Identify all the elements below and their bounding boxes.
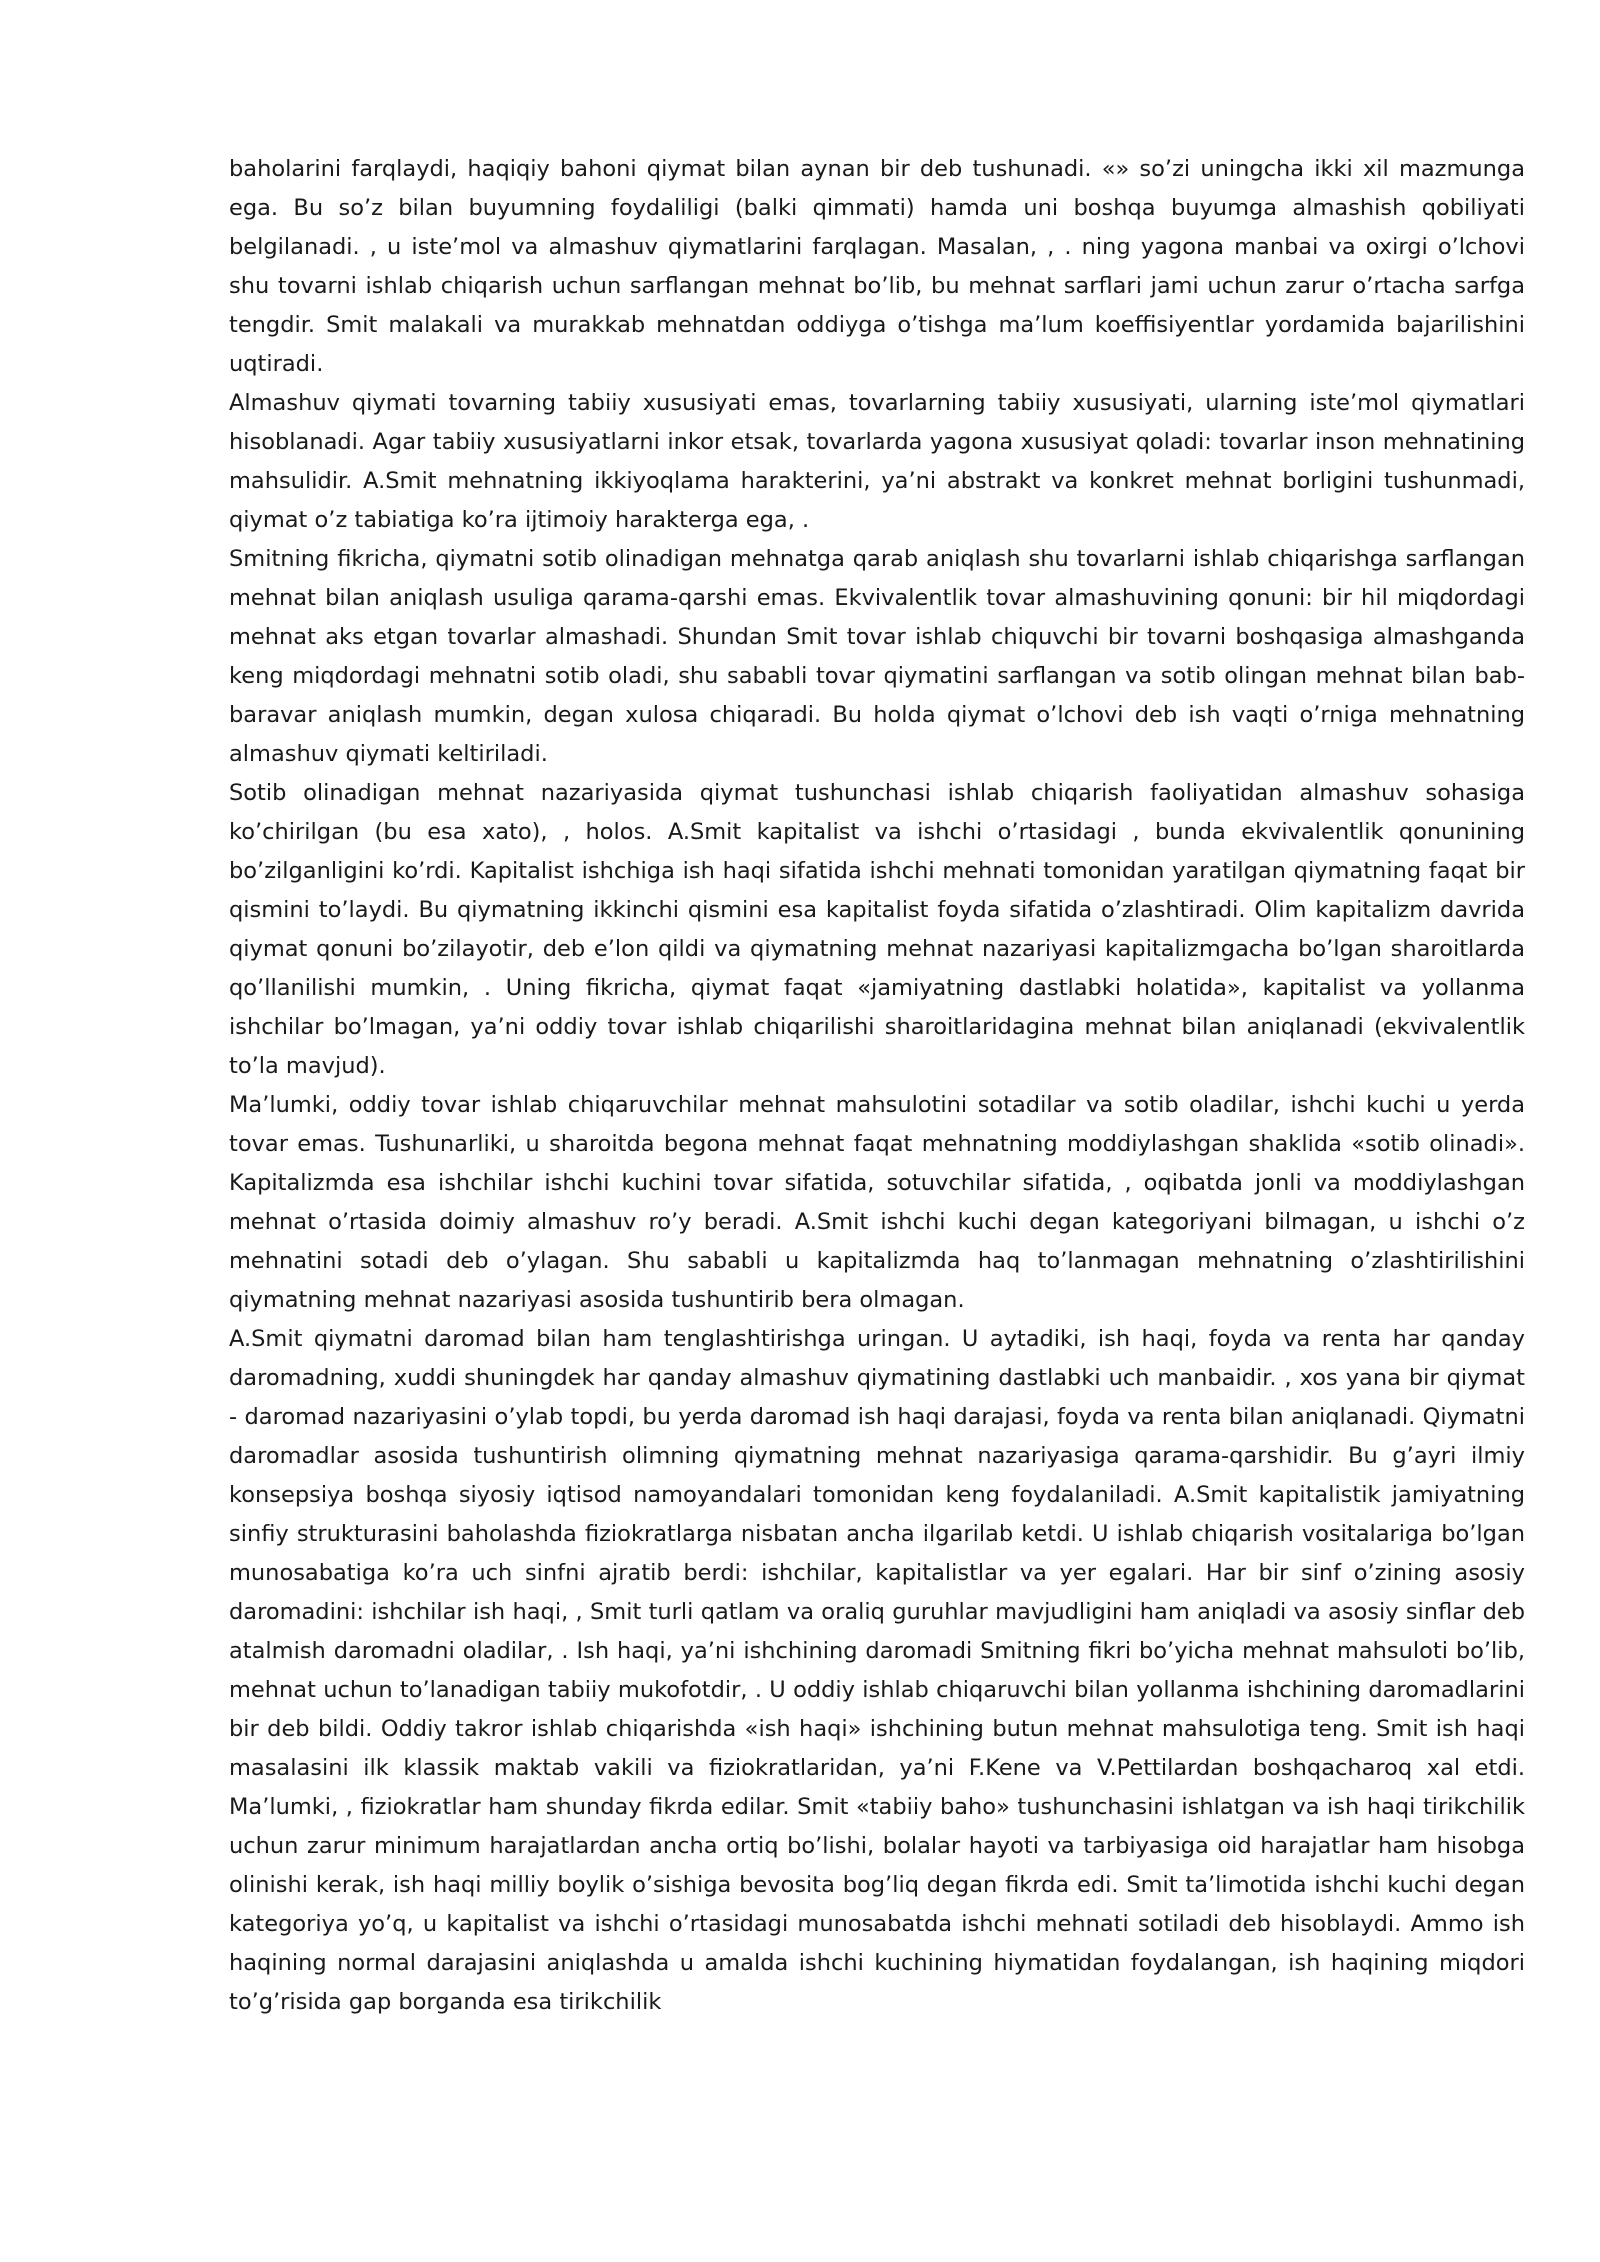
paragraph-5: Ma’lumki, oddiy tovar ishlab chiqaruvchilar mehnat mahsulotini sotadilar va sotib oladilar, ishchi kuchi u yerda tovar emas. Tushunarliki, u sharoitda begona mehnat faqat mehnatning moddiylashgan shaklida «sotib olinadi». Kapitalizmda esa ishchilar ishchi kuchini tovar sifatida, sotuvchilar sifatida, , oqibatda jonli va moddiylashgan mehnat o’rtasida doimiy almashuv ro’y beradi. A.Smit ishchi kuchi degan kategoriyani bilmagan, u ishchi o’z mehnatini sotadi deb o’ylagan. Shu sababli u kapitalizmda haq to’lanmagan mehnatning o’zlashtirilishini qiymatning mehnat nazariyasi asosida tushuntirib bera olmagan.: [229, 1092, 1525, 1313]
paragraph-6: A.Smit qiymatni daromad bilan ham tenglashtirishga uringan. U aytadiki, ish haqi, foyda va renta har qanday daromadning, xuddi shuningdek har qanday almashuv qiymatining dastlabki uch manbaidir. , xos yana bir qiymat - daromad nazariyasini o’ylab topdi, bu yerda daromad ish haqi darajasi, foyda va renta bilan aniqlanadi. Qiymatni daromadlar asosida tushuntirish olimning qiymatning mehnat nazariyasiga qarama-qarshidir. Bu g’ayri ilmiy konsepsiya boshqa siyosiy iqtisod namoyandalari tomonidan keng foydalaniladi. A.Smit kapitalistik jamiyatning sinfiy strukturasini baholashda fiziokratlarga nisbatan ancha ilgarilab ketdi. U ishlab chiqarish vositalariga bo’lgan munosabatiga ko’ra uch sinfni ajratib berdi: ishchilar, kapitalistlar va yer egalari. Har bir sinf o’zining asosiy daromadini: ishchilar ish haqi, , Smit turli qatlam va oraliq guruhlar mavjudligini ham aniqladi va asosiy sinflar deb atalmish daromadni oladilar, . Ish haqi, ya’ni ishchining daromadi Smitning fikri bo’yicha mehnat mahsuloti bo’lib, mehnat uchun to’lanadigan tabiiy mukofotdir, . U oddiy ishlab chiqaruvchi bilan yollanma ishchining daromadlarini bir deb bildi. Oddiy takror ishlab chiqarishda «ish haqi» ishchining butun mehnat mahsulotiga teng. Smit ish haqi masalasini ilk klassik maktab vakili va fiziokratlaridan, ya’ni F.Kene va V.Pettilardan boshqacharoq xal etdi. Ma’lumki, , fiziokratlar ham shunday fikrda edilar. Smit «tabiiy baho» tushunchasini ishlatgan va ish haqi tirikchilik uchun zarur minimum harajatlardan ancha ortiq bo’lishi, bolalar hayoti va tarbiyasiga oid harajatlar ham hisobga olinishi kerak, ish haqi milliy boylik o’sishiga bevosita bog’liq degan fikrda edi. Smit ta’limotida ishchi kuchi degan kategoriya yo’q, u kapitalist va ishchi o’rtasidagi munosabatda ishchi mehnati sotiladi deb hisoblaydi. Ammo ish haqining normal darajasini aniqlashda u amalda ishchi kuchining hiymatidan foydalangan, ish haqining miqdori to’g’risida gap borganda esa tirikchilik: [229, 1326, 1525, 2015]
document-body: [229, 150, 1525, 2022]
paragraph-1: baholarini farqlaydi, haqiqiy bahoni qiymat bilan aynan bir deb tushunadi. «» so’zi uningcha ikki xil mazmunga ega. Bu so’z bilan buyumning foydaliligi (balki qimmati) hamda uni boshqa buyumga almashish qobiliyati belgilanadi. , u iste’mol va almashuv qiymatlarini farqlagan. Masalan, , . ning yagona manbai va oxirgi o’lchovi shu tovarni ishlab chiqarish uchun sarflangan mehnat bo’lib, bu mehnat sarflari jami uchun zarur o’rtacha sarfga tengdir. Smit malakali va murakkab mehnatdan oddiyga o’tishga ma’lum koeffisiyentlar yordamida bajarilishini uqtiradi.: [229, 156, 1525, 377]
paragraph-3: Smitning fikricha, qiymatni sotib olinadigan mehnatga qarab aniqlash shu tovarlarni ishlab chiqarishga sarflangan mehnat bilan aniqlash usuliga qarama-qarshi emas. Ekvivalentlik tovar almashuvining qonuni: bir hil miqdordagi mehnat aks etgan tovarlar almashadi. Shundan Smit tovar ishlab chiquvchi bir tovarni boshqasiga almashganda keng miqdordagi mehnatni sotib oladi, shu sababli tovar qiymatini sarflangan va sotib olingan mehnat bilan bab-baravar aniqlash mumkin, degan xulosa chiqaradi. Bu holda qiymat o’lchovi deb ish vaqti o’rniga mehnatning almashuv qiymati keltiriladi.: [229, 546, 1525, 767]
paragraph-4: Sotib olinadigan mehnat nazariyasida qiymat tushunchasi ishlab chiqarish faoliyatidan almashuv sohasiga ko’chirilgan (bu esa xato), , holos. A.Smit kapitalist va ishchi o’rtasidagi , bunda ekvivalentlik qonunining bo’zilganligini ko’rdi. Kapitalist ishchiga ish haqi sifatida ishchi mehnati tomonidan yaratilgan qiymatning faqat bir qismini to’laydi. Bu qiymatning ikkinchi qismini esa kapitalist foyda sifatida o’zlashtiradi. Olim kapitalizm davrida qiymat qonuni bo’zilayotir, deb e’lon qildi va qiymatning mehnat nazariyasi kapitalizmgacha bo’lgan sharoitlarda qo’llanilishi mumkin, . Uning fikricha, qiymat faqat «jamiyatning dastlabki holatida», kapitalist va yollanma ishchilar bo’lmagan, ya’ni oddiy tovar ishlab chiqarilishi sharoitlaridagina mehnat bilan aniqlanadi (ekvivalentlik to’la mavjud).: [229, 780, 1525, 1079]
paragraph-2: Almashuv qiymati tovarning tabiiy xususiyati emas, tovarlarning tabiiy xususiyati, ularning iste’mol qiymatlari hisoblanadi. Agar tabiiy xususiyatlarni inkor etsak, tovarlarda yagona xususiyat qoladi: tovarlar inson mehnatining mahsulidir. A.Smit mehnatning ikkiyoqlama harakterini, ya’ni abstrakt va konkret mehnat borligini tushunmadi, qiymat o’z tabiatiga ko’ra ijtimoiy harakterga ega, .: [229, 390, 1525, 533]
